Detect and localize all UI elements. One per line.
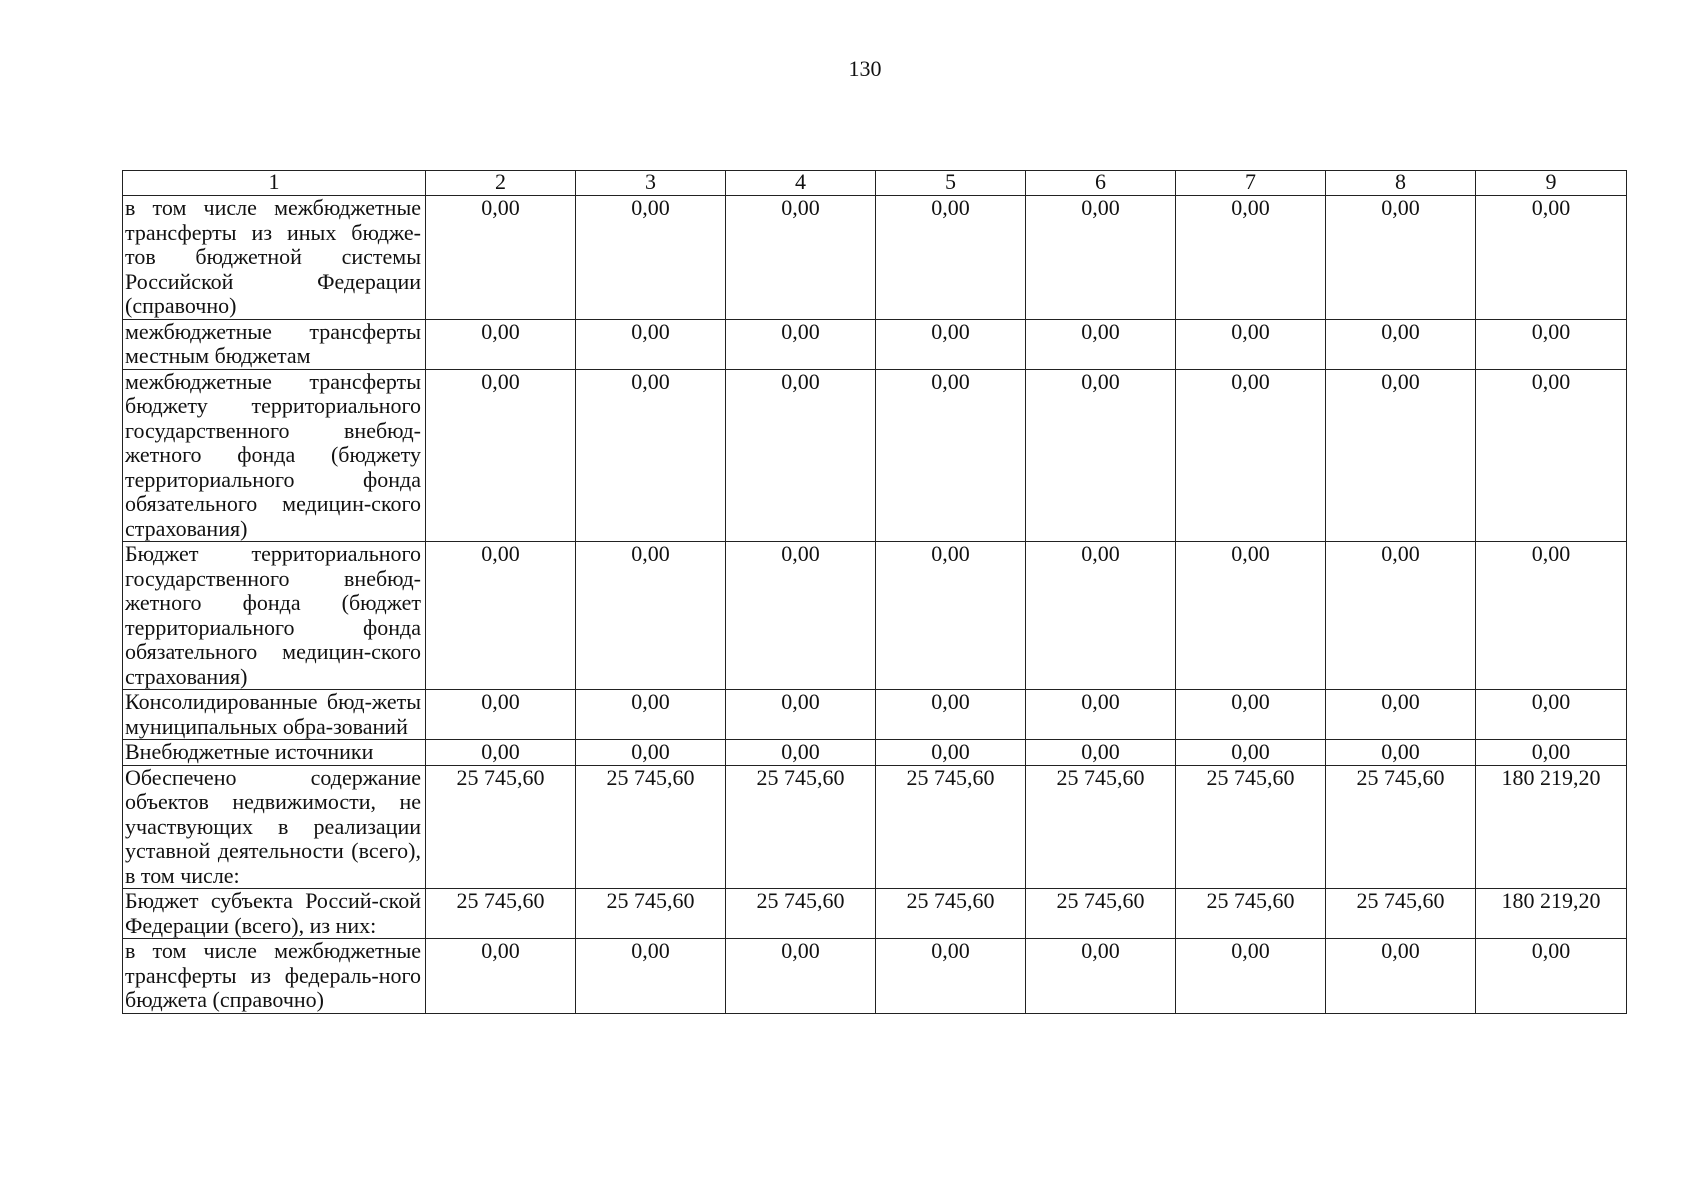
row-label: в том числе межбюджетные трансферты из федераль-ного бюджета (справочно) [123,939,426,1014]
value-cell: 0,00 [1476,542,1627,690]
value-cell: 25 745,60 [1026,889,1176,939]
value-cell: 25 745,60 [726,889,876,939]
value-cell: 0,00 [1476,690,1627,740]
value-cell: 25 745,60 [876,765,1026,889]
value-cell: 0,00 [1026,740,1176,766]
row-label: межбюджетные трансферты бюджету территориального государственного внебюд-жетного фонда (бюджету территориального фонда обязательного медицин-ского страхования) [123,369,426,542]
value-cell: 0,00 [1326,369,1476,542]
value-cell: 25 745,60 [576,765,726,889]
value-cell: 0,00 [1176,319,1326,369]
value-cell: 25 745,60 [426,765,576,889]
value-cell: 0,00 [1326,939,1476,1014]
value-cell: 0,00 [426,740,576,766]
column-header-9: 9 [1476,171,1627,196]
value-cell: 180 219,20 [1476,765,1627,889]
table-row [123,369,1627,542]
column-header-4: 4 [726,171,876,196]
value-cell: 0,00 [1176,196,1326,320]
value-cell: 0,00 [576,690,726,740]
value-cell: 0,00 [726,319,876,369]
value-cell: 0,00 [576,939,726,1014]
page-number: 130 [848,56,882,81]
row-label: Обеспечено содержание объектов недвижимости, не участвующих в реализации уставной деятельности (всего), в том числе: [123,765,426,889]
value-cell: 0,00 [1026,319,1176,369]
row-label: межбюджетные трансферты местным бюджетам [123,319,426,369]
column-header-6: 6 [1026,171,1176,196]
row-label: Бюджет территориального государственного внебюд-жетного фонда (бюджет территориального фонда обязательного медицин-ского страхования) [123,542,426,690]
value-cell: 0,00 [1476,369,1627,542]
table-row [123,740,1627,766]
value-cell: 0,00 [1476,740,1627,766]
value-cell: 25 745,60 [726,765,876,889]
value-cell: 0,00 [1326,542,1476,690]
value-cell: 25 745,60 [1176,889,1326,939]
value-cell: 0,00 [1026,369,1176,542]
value-cell: 0,00 [576,740,726,766]
value-cell: 0,00 [576,319,726,369]
value-cell: 0,00 [1176,542,1326,690]
column-header-1: 1 [123,171,426,196]
value-cell: 0,00 [726,690,876,740]
value-cell: 25 745,60 [1026,765,1176,889]
value-cell: 0,00 [1326,740,1476,766]
table-row [123,939,1627,1014]
value-cell: 25 745,60 [876,889,1026,939]
column-header-3: 3 [576,171,726,196]
value-cell: 0,00 [1176,740,1326,766]
column-header-5: 5 [876,171,1026,196]
value-cell: 0,00 [726,196,876,320]
value-cell: 0,00 [1476,319,1627,369]
row-label: Внебюджетные источники [123,740,426,766]
table-row [123,889,1627,939]
table-row [123,690,1627,740]
column-header-8: 8 [1326,171,1476,196]
table-row [123,196,1627,320]
value-cell: 0,00 [726,369,876,542]
value-cell: 0,00 [1326,196,1476,320]
table-row [123,319,1627,369]
table-row [123,765,1627,889]
value-cell: 0,00 [1326,690,1476,740]
budget-table [122,170,1627,1014]
value-cell: 0,00 [426,690,576,740]
value-cell: 0,00 [1326,319,1476,369]
value-cell: 180 219,20 [1476,889,1627,939]
value-cell: 0,00 [426,542,576,690]
value-cell: 25 745,60 [426,889,576,939]
value-cell: 0,00 [426,369,576,542]
row-label: Бюджет субъекта Россий-ской Федерации (всего), из них: [123,889,426,939]
header-row [123,171,1627,196]
value-cell: 0,00 [876,939,1026,1014]
value-cell: 0,00 [1176,369,1326,542]
value-cell: 0,00 [876,369,1026,542]
value-cell: 25 745,60 [1176,765,1326,889]
value-cell: 0,00 [1026,690,1176,740]
column-header-2: 2 [426,171,576,196]
value-cell: 0,00 [426,196,576,320]
value-cell: 0,00 [1026,542,1176,690]
value-cell: 0,00 [876,690,1026,740]
value-cell: 0,00 [1026,196,1176,320]
value-cell: 0,00 [1176,939,1326,1014]
value-cell: 0,00 [876,196,1026,320]
table-row [123,542,1627,690]
value-cell: 0,00 [876,740,1026,766]
row-label: Консолидированные бюд-жеты муниципальных обра-зований [123,690,426,740]
row-label: в том числе межбюджетные трансферты из иных бюдже-тов бюджетной системы Российской Федерации (справочно) [123,196,426,320]
value-cell: 25 745,60 [1326,889,1476,939]
value-cell: 0,00 [1476,196,1627,320]
value-cell: 0,00 [1176,690,1326,740]
value-cell: 0,00 [576,369,726,542]
value-cell: 25 745,60 [576,889,726,939]
value-cell: 0,00 [576,196,726,320]
value-cell: 0,00 [726,939,876,1014]
value-cell: 0,00 [1026,939,1176,1014]
value-cell: 0,00 [576,542,726,690]
value-cell: 0,00 [1476,939,1627,1014]
table-header [123,171,1627,196]
column-header-7: 7 [1176,171,1326,196]
value-cell: 0,00 [876,319,1026,369]
value-cell: 25 745,60 [1326,765,1476,889]
value-cell: 0,00 [876,542,1026,690]
table-body [123,196,1627,1014]
value-cell: 0,00 [726,542,876,690]
value-cell: 0,00 [426,939,576,1014]
value-cell: 0,00 [726,740,876,766]
value-cell: 0,00 [426,319,576,369]
